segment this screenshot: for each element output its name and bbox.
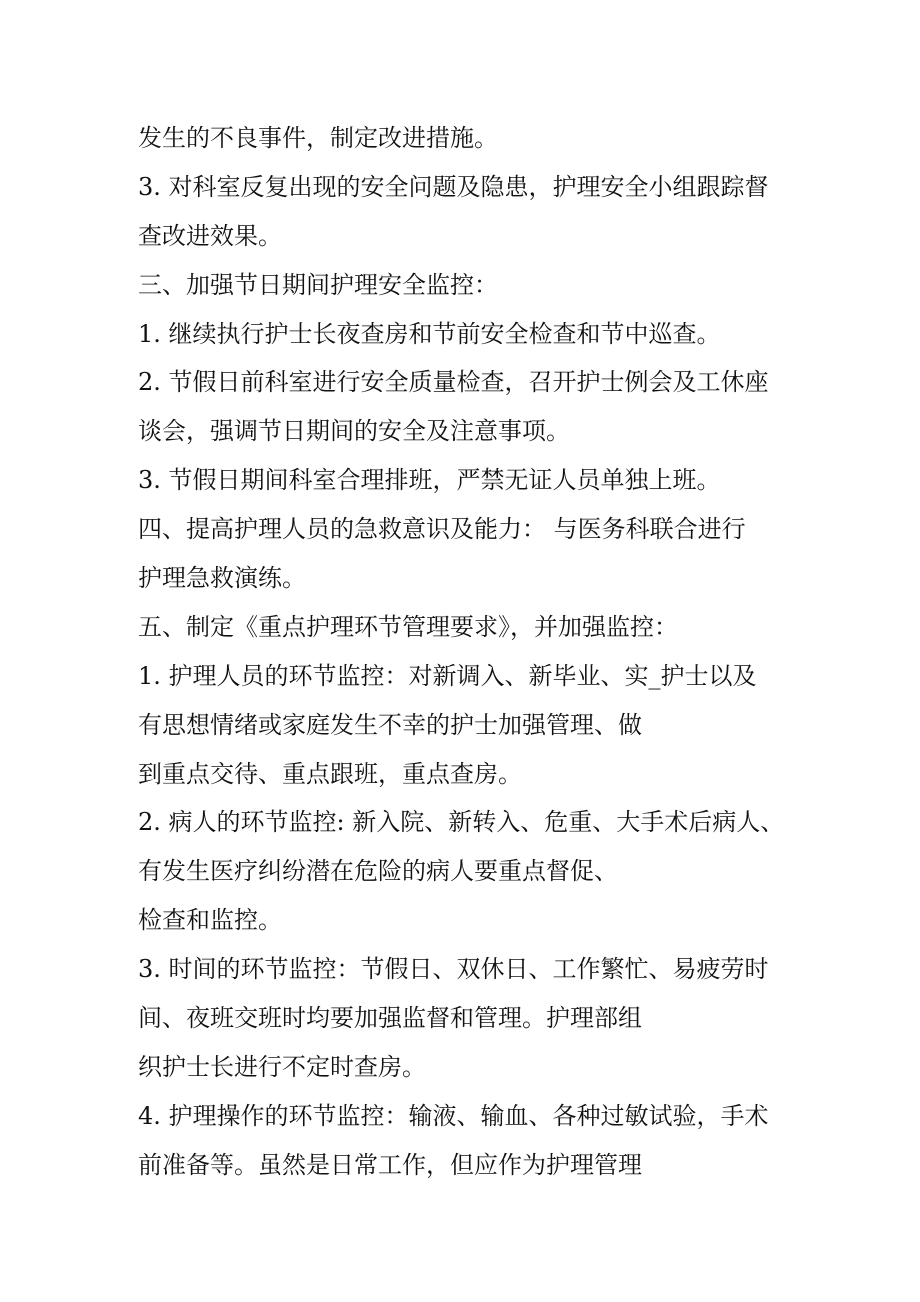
text-line: 有发生医疗纠纷潜在危险的病人要重点督促、: [138, 857, 618, 886]
section-heading: 五、制定《重点护理环节管理要求》，并加强监控：: [138, 612, 678, 641]
section-heading: 四、提高护理人员的急救意识及能力： 与医务科联合进行: [138, 515, 746, 544]
text-line: 织护士长进行不定时查房。: [138, 1052, 426, 1081]
text-line: 护理急救演练。: [138, 564, 306, 593]
text-line: 有思想情绪或家庭发生不幸的护士加强管理、做: [138, 710, 642, 739]
text-line: 到重点交待、重点跟班，重点查房。: [138, 759, 522, 788]
text-line: 3. 时间的环节监控：节假日、双休日、工作繁忙、易疲劳时: [138, 955, 769, 984]
text-line: 2. 病人的环节监控: 新入院、新转入、危重、大手术后病人、: [138, 808, 785, 837]
text-line: 1. 护理人员的环节监控：对新调入、新毕业、实_护士以及: [138, 661, 757, 690]
text-line: 间、夜班交班时均要加强监督和管理。护理部组: [138, 1004, 642, 1033]
text-line: 3. 对科室反复出现的安全问题及隐患，护理安全小组跟踪督: [138, 172, 769, 201]
text-line: 查改进效果。: [138, 221, 282, 250]
text-line: 检查和监控。: [138, 906, 282, 935]
text-line: 2. 节假日前科室进行安全质量检查，召开护士例会及工休座: [138, 368, 769, 397]
text-line: 3. 节假日期间科室合理排班，严禁无证人员单独上班。: [138, 466, 721, 495]
text-line: 4. 护理操作的环节监控：输液、输血、各种过敏试验，手术: [138, 1101, 769, 1130]
text-line: 1. 继续执行护士长夜查房和节前安全检查和节中巡查。: [138, 319, 721, 348]
text-line: 前准备等。虽然是日常工作，但应作为护理管理: [138, 1150, 642, 1179]
section-heading: 三、加强节日期间护理安全监控：: [138, 270, 498, 299]
text-line: 发生的不良事件，制定改进措施。: [138, 124, 498, 152]
document-body: [138, 114, 798, 1190]
text-line: 谈会，强调节日期间的安全及注意事项。: [138, 417, 570, 446]
